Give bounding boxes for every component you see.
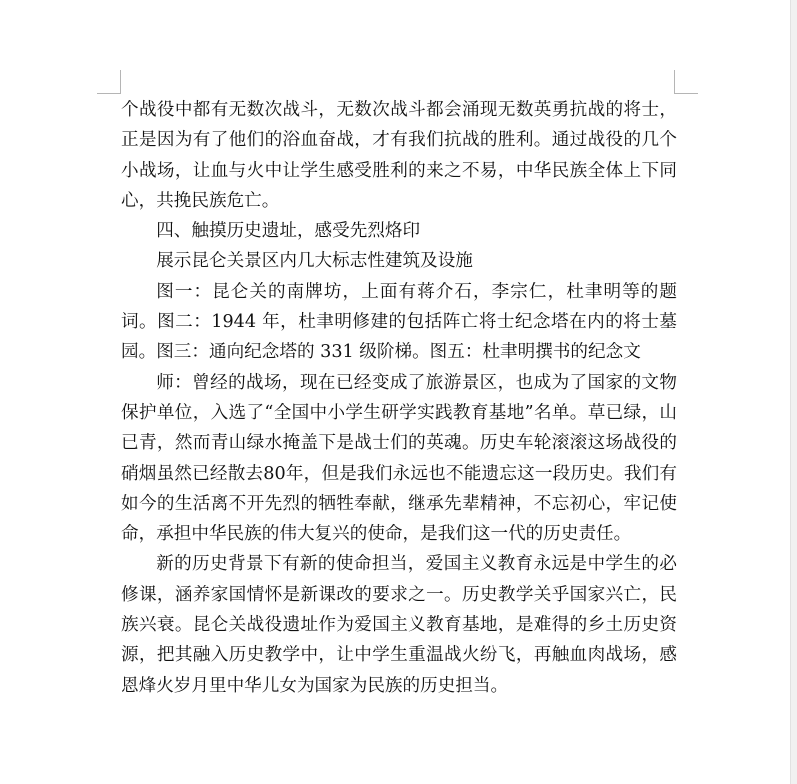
margin-corner-mark-top-right-vertical xyxy=(674,70,675,94)
paragraph-figure-descriptions: 图一：昆仑关的南牌坊，上面有蒋介石，李宗仁，杜聿明等的题词。图二：1944 年，杜聿明修建的包括阵亡将士纪念塔在内的将士墓园。图三：通向纪念塔的 331 级阶梯。图五：杜聿明撰书的纪念文 xyxy=(121,281,677,363)
section-heading-historical-sites: 四、触摸历史遗址，感受先烈烙印 xyxy=(156,221,421,242)
paragraph-teacher-remarks: 师：曾经的战场，现在已经变成了旅游景区，也成为了国家的文物保护单位，入选了“全国中小学生研学实践教育基地”名单。草已绿，山已青，然而青山绿水掩盖下是战士们的英魂。历史车轮滚滚这场战役的硝烟虽然已经散去80年，但是我们永远也不能遗忘这一段历史。我们有如今的生活离不开先烈的牺牲奉献，继承先辈精神，不忘初心，牢记使命，承担中华民族的伟大复兴的使命，是我们这一代的历史责任。 xyxy=(121,372,677,545)
margin-corner-mark-top-left xyxy=(97,93,121,94)
margin-corner-mark-top-right xyxy=(674,93,698,94)
vertical-scrollbar[interactable] xyxy=(790,0,797,784)
paragraph-show-landmarks: 展示昆仑关景区内几大标志性建筑及设施 xyxy=(156,251,473,272)
paragraph-conclusion: 新的历史背景下有新的使命担当，爱国主义教育永远是中学生的必修课，涵养家国情怀是新课改的要求之一。历史教学关乎国家兴亡，民族兴衰。昆仑关战役遗址作为爱国主义教育基地，是难得的乡土历史资源，把其融入历史教学中，让中学生重温战火纷飞，再触血肉战场，感恩烽火岁月里中华儿女为国家为民族的历史担当。 xyxy=(121,554,677,696)
document-body[interactable] xyxy=(121,95,677,701)
paragraph-battle-continuation: 个战役中都有无数次战斗，无数次战斗都会涌现无数英勇抗战的将士，正是因为有了他们的浴血奋战，才有我们抗战的胜利。通过战役的几个小战场，让血与火中让学生感受胜利的来之不易，中华民族全体上下同心，共挽民族危亡。 xyxy=(121,100,677,211)
margin-corner-mark-top-left-vertical xyxy=(120,70,121,94)
